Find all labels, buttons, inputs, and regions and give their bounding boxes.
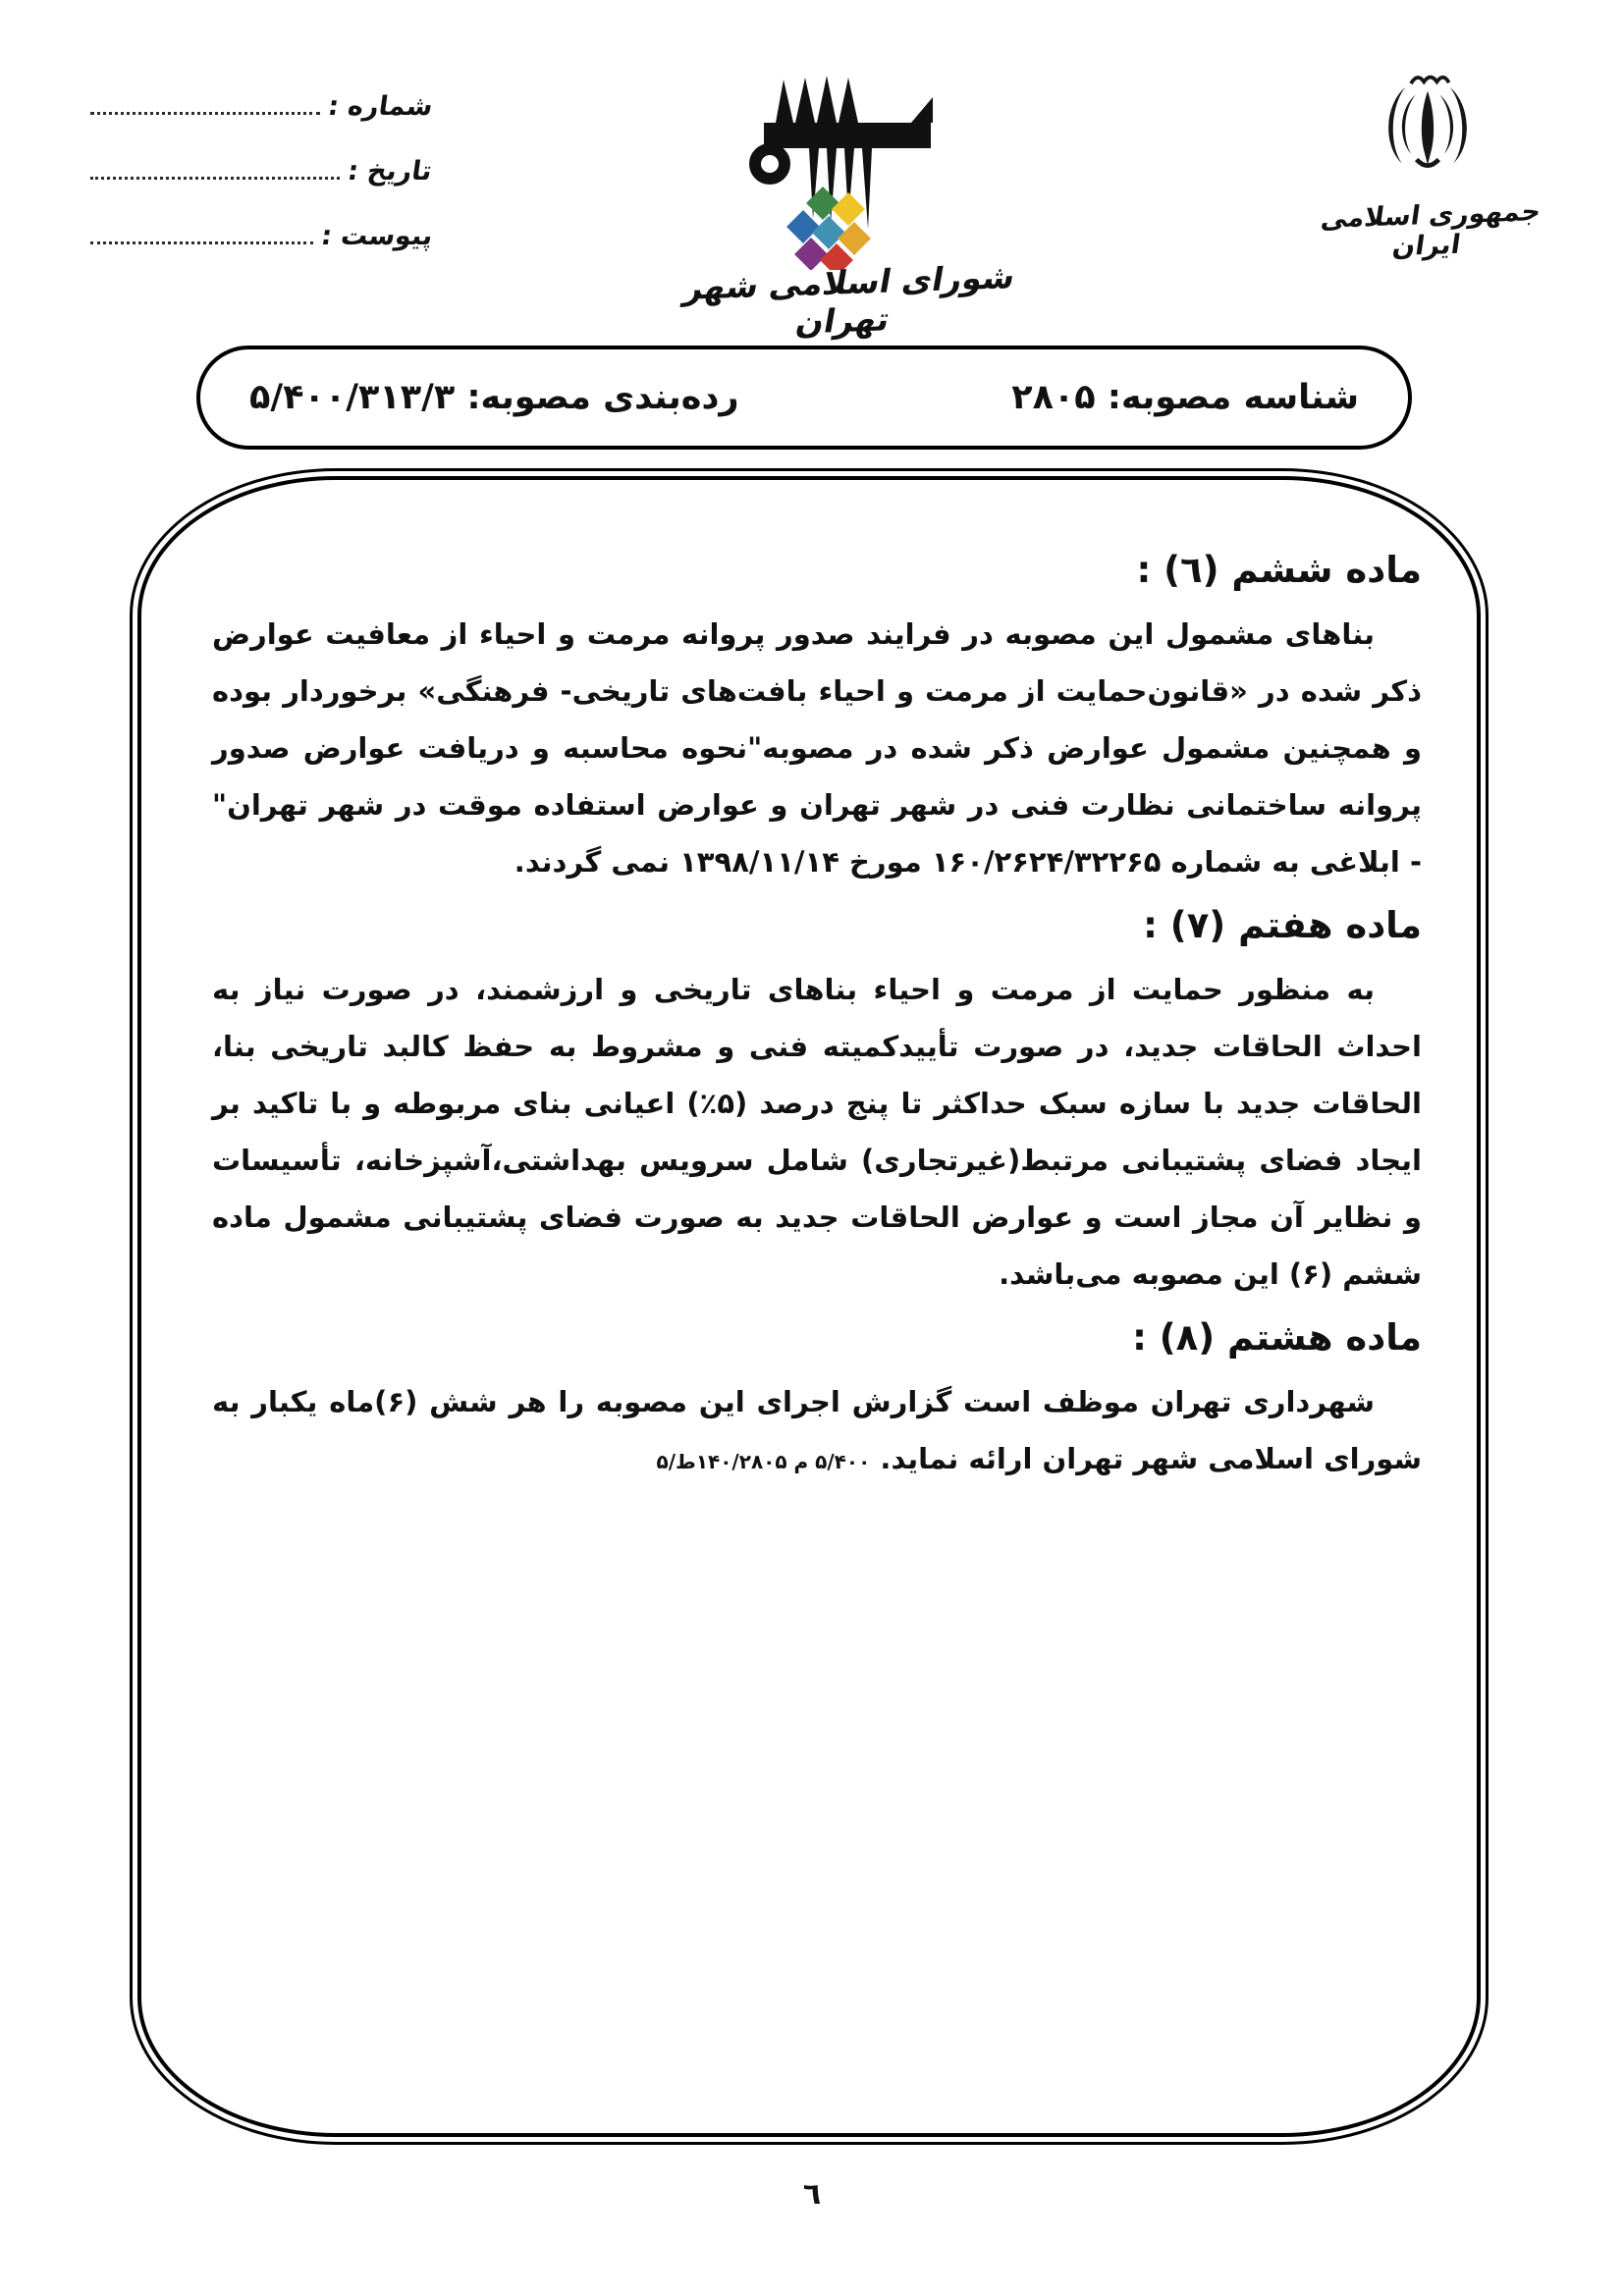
article-8-title: ماده هشتم (۸) : — [1132, 1316, 1422, 1359]
letterhead-fields — [90, 77, 435, 271]
attachment-field — [90, 206, 435, 253]
number-field-line — [90, 112, 320, 115]
attachment-field-label: پیوست : — [318, 221, 435, 251]
article-6-title: ماده ششم (٦) : — [1136, 549, 1422, 591]
date-field-label: تاریخ : — [346, 156, 435, 187]
resolution-classification-label: رده‌بندی مصوبه: — [466, 378, 739, 417]
resolution-id-label: شناسه مصوبه: — [1107, 378, 1359, 417]
article-8 — [212, 1312, 1422, 1490]
date-field — [90, 141, 435, 188]
content-frame-outer — [130, 468, 1489, 2145]
article-8-body — [212, 1373, 1422, 1490]
article-7-body: به منظور حمایت از مرمت و احیاء بناهای تاریخی و ارزشمند، در صورت نیاز به احداث الحاقات جدید، در صورت تأییدکمیته فنی و مشروط به حفظ کالبد تاریخی بنا، الحاقات جدید با سازه سبک حداکثر تا پنج درصد (۵٪) اعیانی بنای مربوطه و با تاکید بر ایجاد فضای پشتیبانی مرتبط(غیرتجاری) شامل سرویس بهداشتی،آشپزخانه، تأسیسات و نظایر آن مجاز است و عوارض الحاقات جدید به صورت فضای پشتیبانی مشمول ماده ششم (۶) این مصوبه می‌باشد. — [212, 973, 1422, 1291]
resolution-classification-value: ۵/۴۰۰/۳۱۳/۳ — [249, 378, 456, 417]
logo-loop — [755, 149, 785, 179]
articles-content — [212, 480, 1422, 2133]
content-frame-inner — [137, 476, 1481, 2137]
iran-emblem-icon — [1363, 69, 1492, 185]
article-8-body-text: شهرداری تهران موظف است گزارش اجرای این مصوبه را هر شش (۶)ماه یکبار به شورای اسلامی شهر تهران ارائه نماید. — [212, 1385, 1422, 1475]
attachment-field-line — [90, 241, 313, 244]
logo-diamond-tiles — [786, 187, 871, 270]
resolution-id-value: ۲۸۰۵ — [1011, 378, 1096, 417]
resolution-header-bar — [196, 346, 1412, 450]
number-field-label: شماره : — [325, 91, 435, 122]
number-field — [90, 77, 435, 124]
state-name-calligraphy: جمهوری اسلامی ایران — [1319, 196, 1543, 263]
council-name-calligraphy: شورای اسلامی شهر تهران — [680, 257, 1019, 342]
archive-ref-code: ۵/۴۰۰ م ۱۴۰/۲۸۰۵ط/۵ — [656, 1450, 871, 1473]
article-6-body: بناهای مشمول این مصوبه در فرایند صدور پروانه مرمت و احیاء از معافیت عوارض ذکر شده در «قانون‌حمایت از مرمت و احیاء بافت‌های تاریخی- فرهنگی» برخوردار بوده و همچنین مشمول عوارض ذکر شده در مصوبه"نحوه محاسبه و دریافت عوارض صدور پروانه ساختمانی نظارت فنی در شهر تهران و عوارض استفاده موقت در شهر تهران" - ابلاغی به شماره ۱۶۰/۲۶۲۴/۳۲۲۶۵ مورخ ۱۳۹۸/۱۱/۱۴ نمی گردند. — [212, 617, 1422, 879]
article-6 — [212, 545, 1422, 890]
article-7 — [212, 900, 1422, 1303]
logo-bar — [764, 123, 931, 148]
resolution-id — [1011, 378, 1359, 417]
date-field-line — [90, 177, 340, 180]
tehran-council-logo-icon — [725, 54, 950, 270]
resolution-classification — [249, 378, 739, 417]
article-7-title: ماده هفتم (۷) : — [1143, 904, 1422, 946]
page-number: ٦ — [802, 2177, 822, 2212]
